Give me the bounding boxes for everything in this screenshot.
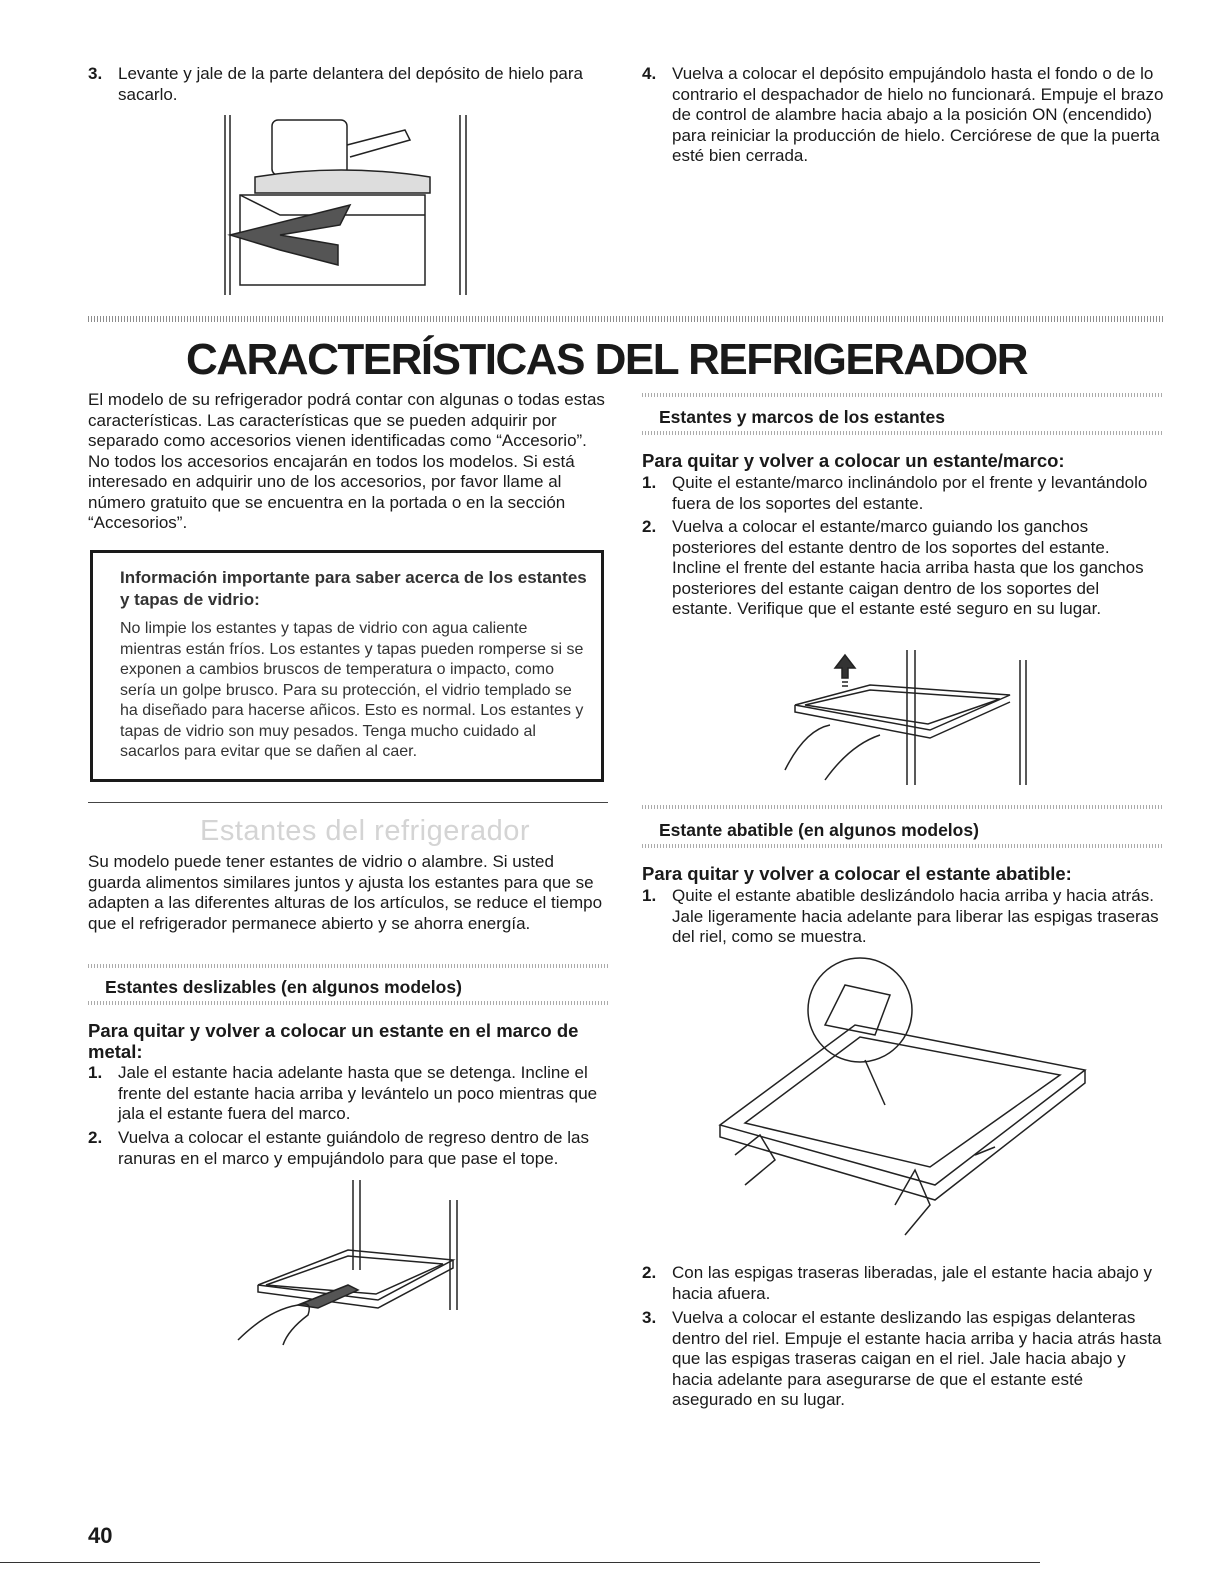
- frames-step-1: [642, 473, 1162, 514]
- section-divider: [88, 316, 1163, 322]
- tilt-step-3: [642, 1308, 1162, 1411]
- subhead-divider: [642, 393, 1162, 397]
- step-text: Vuelva a colocar el estante guiándolo de regreso dentro de las ranuras en el marco y empujándolo para que pase el tope.: [118, 1128, 589, 1168]
- shelves-intro: Su modelo puede tener estantes de vidrio o alambre. Si usted guarda alimentos similares juntos y ajusta los estantes para que se adapten a las diferentes alturas de los artículos, se reduce el tiempo que el refrigerador permanece abierto y se ahorra energía.: [88, 852, 603, 933]
- step-text: Jale el estante hacia adelante hasta que se detenga. Incline el frente del estante hacia arriba y levántelo un poco mientras que jala el estante fuera del marco.: [118, 1063, 598, 1123]
- shelves-section-title: Estantes del refrigerador: [200, 815, 531, 847]
- step-text: Vuelva a colocar el depósito empujándolo hasta el fondo o de lo contrario el despachador de hielo no funcionará. Empuje el brazo de control de alambre hacia abajo a la posición ON (encendido) para reiniciar la producción de hielo. Cerciórese de que la puerta esté bien cerrada.: [672, 64, 1164, 165]
- step-number: 3.: [642, 1308, 657, 1327]
- subhead-divider: [642, 805, 1162, 809]
- ice-bin-illustration: [220, 115, 475, 295]
- sliding-shelves-subhead: Estantes deslizables (en algunos modelos): [105, 977, 462, 997]
- step-text: Levante y jale de la parte delantera del depósito de hielo para sacarlo.: [118, 64, 584, 104]
- subhead-divider: [642, 844, 1162, 848]
- subhead-divider: [642, 431, 1162, 435]
- step-number: 3.: [88, 64, 103, 83]
- tilt-howto-heading: Para quitar y volver a colocar el estante abatible:: [642, 863, 1072, 884]
- section-rule: [88, 802, 608, 803]
- tilt-shelf-illustration: [715, 955, 1090, 1240]
- step-number: 1.: [642, 473, 657, 492]
- page-number: 40: [88, 1523, 113, 1548]
- step-number: 2.: [642, 1263, 657, 1282]
- tilt-step-1: [642, 886, 1162, 948]
- glass-shelves-notice: [90, 550, 604, 782]
- subhead-divider: [88, 1001, 608, 1005]
- step-number: 2.: [642, 517, 657, 536]
- tilt-subhead: Estante abatible (en algunos modelos): [659, 820, 979, 840]
- notice-body: No limpie los estantes y tapas de vidrio con agua caliente mientras están fríos. Los estantes y tapas pueden romperse si se exponen a cambios bruscos de temperatura o impacto, como sería un golpe brusco. Para su protección, el vidrio templado se ha diseñado para hacerse añicos. Esto es normal. Los estantes y tapas de vidrio son muy pesados. Tenga mucho cuidado al sacarlos para evitar que se dañen al caer.: [120, 620, 584, 760]
- frames-subhead: Estantes y marcos de los estantes: [659, 407, 945, 427]
- step-4-replace-ice-bin: [642, 64, 1164, 167]
- step-number: 4.: [642, 64, 657, 83]
- tilt-step-2: [642, 1263, 1162, 1304]
- step-text: Vuelva a colocar el estante deslizando las espigas delanteras dentro del riel. Empuje el estante hacia arriba y hacia atrás hasta que las espigas traseras caigan en el riel. Jale hacia abajo y hacia adelante para asegurarse de que el estante esté asegurado en su lugar.: [672, 1308, 1162, 1409]
- step-text: Quite el estante/marco inclinándolo por el frente y levantándolo fuera de los soportes del estante.: [672, 473, 1148, 513]
- step-number: 1.: [642, 886, 657, 905]
- sliding-step-2: [88, 1128, 608, 1169]
- intro-paragraph: El modelo de su refrigerador podrá contar con algunas o todas estas características. Las características que se pueden adquirir por separado como accesorios vienen identificadas como “Accesorio”. No todos los accesorios encajarán en todos los modelos. Si está interesado en adquirir uno de los accesorios, por favor llame al número gratuito que se encuentra en la portada o en la sección “Accesorios”.: [88, 390, 605, 532]
- step-text: Con las espigas traseras liberadas, jale el estante hacia abajo y hacia afuera.: [672, 1263, 1153, 1303]
- page-title: CARACTERÍSTICAS DEL REFRIGERADOR: [185, 335, 1027, 384]
- step-number: 1.: [88, 1063, 103, 1082]
- step-text: Vuelva a colocar el estante/marco guiando los ganchos posteriores del estante dentro de los soportes del estante. Incline el frente del estante hacia arriba hasta que los ganchos posteriores del estante caigan dentro de los soportes del estante. Verifique que el estante esté seguro en su lugar.: [672, 517, 1144, 618]
- frames-howto-heading: Para quitar y volver a colocar un estante/marco:: [642, 450, 1065, 471]
- step-number: 2.: [88, 1128, 103, 1147]
- sliding-howto-heading: Para quitar y volver a colocar un estante en el marco de metal:: [88, 1020, 579, 1062]
- sliding-shelf-illustration: [228, 1180, 473, 1360]
- notice-title: Información importante para saber acerca de los estantes y tapas de vidrio:: [120, 568, 587, 609]
- bottom-edge-rule: [0, 1562, 1040, 1563]
- subhead-divider: [88, 964, 608, 968]
- frame-shelf-illustration: [770, 650, 1040, 790]
- step-3-remove-ice-bin: [88, 64, 608, 105]
- frames-step-2: [642, 517, 1162, 620]
- sliding-step-1: [88, 1063, 608, 1125]
- step-text: Quite el estante abatible deslizándolo hacia arriba y hacia atrás. Jale ligeramente hacia adelante para liberar las espigas traseras del riel, como se muestra.: [672, 886, 1159, 946]
